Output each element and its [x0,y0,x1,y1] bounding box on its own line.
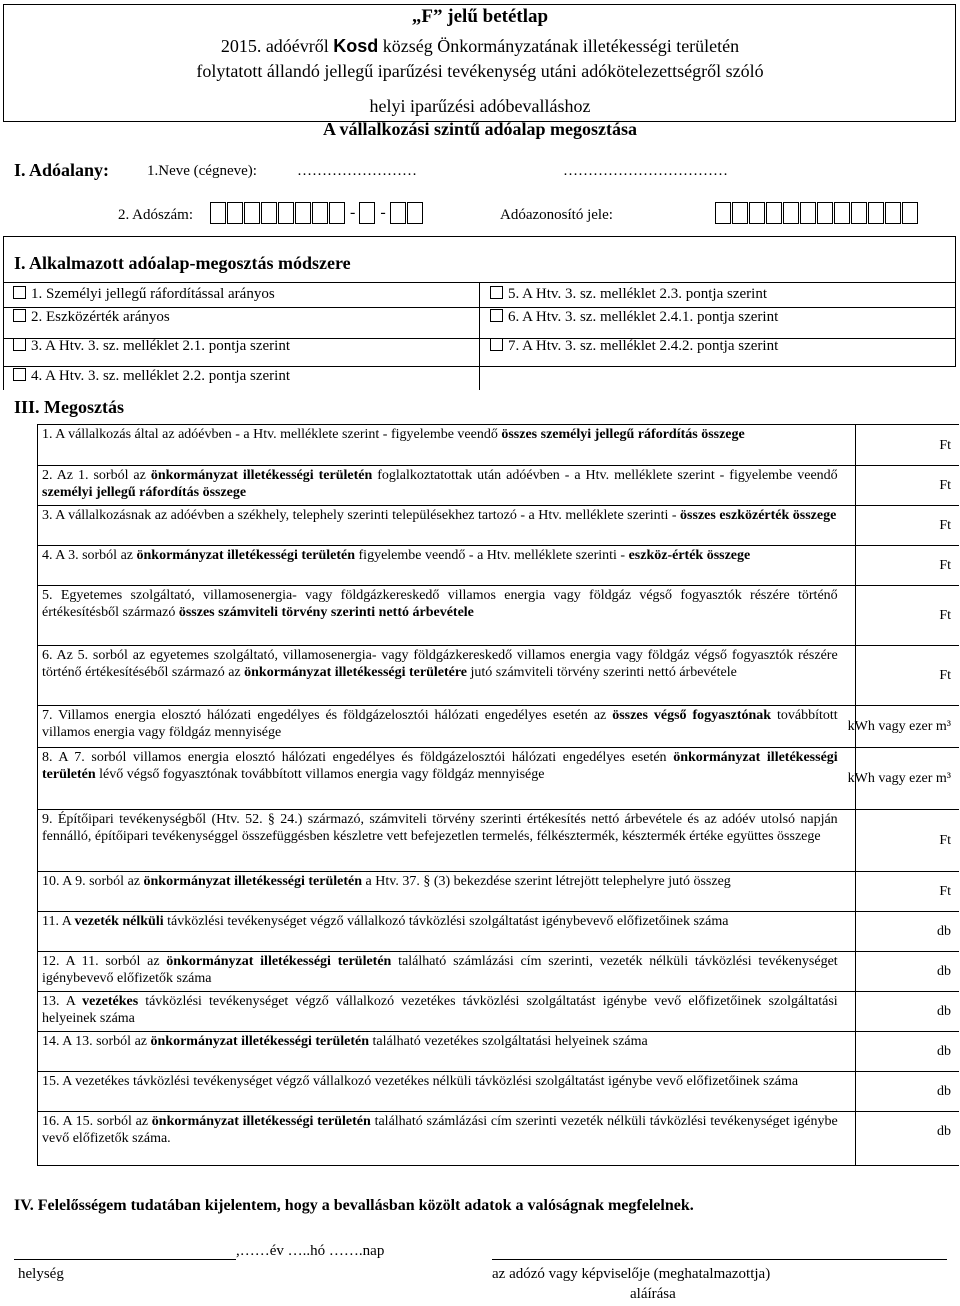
megosztas-row-unit[interactable]: Ft [939,518,951,533]
digit-box[interactable] [868,202,884,224]
header-place: Kosd [333,36,379,56]
megosztas-row-text: 11. A vezeték nélküli távközlési tevékenységet végző vállalkozó távközlési szolgáltatást igénybevevő előfizetőinek száma [42,913,729,929]
megosztas-row [38,1031,959,1071]
megosztas-row-unit[interactable]: Ft [939,608,951,623]
megosztas-row-unit[interactable]: db [937,964,951,979]
checkbox[interactable] [490,338,503,351]
megosztas-row-unit[interactable]: kWh vagy ezer m³ [847,719,951,734]
megosztas-row [38,911,959,951]
taxid-boxes[interactable] [715,202,919,224]
megosztas-row-text: 14. A 13. sorból az önkormányzat illetékességi területén található vezetékes szolgáltatási helyeinek száma [42,1033,648,1049]
method-option-1[interactable]: 1. Személyi jellegű ráfordítással arányos [13,286,275,303]
megosztas-row-text: 13. A vezetékes távközlési tevékenységet végző vállalkozó vezetékes távközlési szolgáltatást igénybe vevő előfizetőinek szolgáltatási helyeinek száma [42,993,838,1026]
method-option-5[interactable]: 5. A Htv. 3. sz. melléklet 2.3. pontja szerint [490,286,767,303]
megosztas-row-text: 4. A 3. sorból az önkormányzat illetékességi területén figyelembe veendő - a Htv. melléklete szerinti - eszköz-érték összege [42,547,751,563]
sign-label: aláírása [630,1286,676,1302]
checkbox[interactable] [13,286,26,299]
megosztas-row [38,809,959,871]
megosztas-row-text: 3. A vállalkozásnak az adóévben a székhely, telephely szerinti településekhez tartozó - a Htv. melléklete szerinti - összes eszközérték összege [42,507,837,523]
megosztas-table [37,424,959,1166]
signer-label: az adózó vagy képviselője (meghatalmazottja) [492,1266,771,1282]
digit-box[interactable] [278,202,294,224]
header-line2: folytatott állandó jellegű iparűzési tevékenység utáni adókötelezettségről szóló [196,61,764,81]
megosztas-row-text: 15. A vezetékes távközlési tevékenységet végző vállalkozó vezetékes nélküli távközlési szolgáltatást igénybe vevő előfizetőinek száma [42,1073,799,1089]
place-line[interactable] [14,1259,236,1260]
megosztas-row [38,645,959,705]
digit-box[interactable] [227,202,243,224]
megosztas-row-unit[interactable]: Ft [939,668,951,683]
date-line[interactable]: ,……év …..hó …….nap [236,1243,385,1259]
signature-line[interactable] [492,1259,947,1260]
method-option-2[interactable]: 2. Eszközérték arányos [13,309,170,326]
checkbox[interactable] [490,286,503,299]
megosztas-row [38,951,959,991]
digit-box[interactable] [885,202,901,224]
checkbox[interactable] [13,309,26,322]
megosztas-row-text: 5. Egyetemes szolgáltató, villamosenergia- vagy földgázkereskedő villamos energia vagy földgáz végső fogyasztók részére történő értékesítésből származó összes számviteli törvény szerinti nettó árbevétele [42,587,838,620]
megosztas-row [38,747,959,809]
megosztas-row-unit[interactable]: Ft [939,884,951,899]
digit-box[interactable] [902,202,918,224]
method-option-6[interactable]: 6. A Htv. 3. sz. melléklet 2.4.1. pontja szerint [490,309,778,326]
megosztas-row [38,465,959,505]
megosztas-row-text: 7. Villamos energia elosztó hálózati engedélyes és földgázelosztói hálózati engedélyes esetén az összes végső fogyasztónak továbbított villamos energia vagy földgáz mennyisége [42,707,838,740]
taxid-label: Adóazonosító jele: [500,207,613,223]
digit-box[interactable] [359,202,375,224]
place-label: helység [18,1266,64,1282]
digit-box[interactable] [407,202,423,224]
megosztas-row-unit[interactable]: kWh vagy ezer m³ [847,771,951,786]
digit-box[interactable] [715,202,731,224]
page-title: „F” jelű betétlap [411,6,549,27]
header-line1 [0,36,960,57]
digit-box[interactable] [800,202,816,224]
megosztas-row-unit[interactable]: Ft [939,437,951,453]
dash: - [380,203,386,221]
name-dots-2[interactable]: …………………………… [563,163,728,179]
digit-box[interactable] [834,202,850,224]
megosztas-row [38,505,959,545]
name-label: 1.Neve (cégneve): [147,163,257,179]
megosztas-row-text: 12. A 11. sorból az önkormányzat illetékességi területén található számlázási cím szerinti, vezeték nélküli távközlési tevékenységet igénybevevő előfizetők száma [42,953,838,986]
digit-box[interactable] [312,202,328,224]
taxnum-boxes[interactable] [210,202,424,224]
megosztas-row [38,705,959,747]
megosztas-row [38,425,959,465]
megosztas-row-unit[interactable]: db [937,1044,951,1059]
megosztas-row [38,991,959,1031]
megosztas-row-text: 16. A 15. sorból az önkormányzat illetékességi területén található számlázási cím szerinti vezeték nélküli távközlési tevékenységet igénybe vevő előfizetők száma. [42,1113,838,1146]
megosztas-row-text: 2. Az 1. sorból az önkormányzat illetékességi területén foglalkoztatottak után adóévben - a Htv. melléklete szerint - figyelembe veendő személyi jellegű ráfordítás összege [42,467,838,500]
megosztas-row-unit[interactable]: db [937,1004,951,1019]
header-line4: A vállalkozási szintű adóalap megosztása [322,119,638,139]
digit-box[interactable] [851,202,867,224]
digit-box[interactable] [261,202,277,224]
megosztas-row-text: 1. A vállalkozás által az adóévben - a Htv. melléklete szerint - figyelembe veendő összes személyi jellegű ráfordítás összege [42,427,745,442]
megosztas-row [38,1111,959,1151]
megosztas-row-unit[interactable]: db [937,1084,951,1099]
method-option-3[interactable]: 3. A Htv. 3. sz. melléklet 2.1. pontja szerint [13,338,290,355]
section2-heading: I. Alkalmazott adóalap-megosztás módszere [14,253,351,273]
digit-box[interactable] [732,202,748,224]
statement: IV. Felelősségem tudatában kijelentem, hogy a bevallásban közölt adatok a valóságnak megfelelnek. [14,1197,694,1214]
megosztas-row-unit[interactable]: Ft [939,833,951,848]
megosztas-row [38,871,959,911]
dash: - [350,203,356,221]
taxnum-label: 2. Adószám: [118,207,193,223]
digit-box[interactable] [329,202,345,224]
checkbox[interactable] [490,309,503,322]
megosztas-row-unit[interactable]: db [937,1124,951,1140]
megosztas-row [38,1071,959,1111]
megosztas-row [38,585,959,645]
header-line3: helyi iparűzési adóbevalláshoz [369,96,591,116]
checkbox[interactable] [13,368,26,381]
megosztas-row-text: 9. Építőipari tevékenységből (Htv. 52. § 24.) származó, számviteli törvény szerinti értékesítés nettó árbevétele és az adóév utolsó napján fennálló, építőipari tevékenységgel összefüggésben készletre vett befejezetlen termelés, félkésztermék, késztermék értéke együttes összege [42,811,838,844]
digit-box[interactable] [749,202,765,224]
megosztas-row-text: 8. A 7. sorból villamos energia elosztó hálózati engedélyes és földgázelosztói hálózati engedélyes esetén önkormányzat illetékességi területén lévő végső fogyasztónak továbbított villamos energia vagy földgáz mennyisége [42,749,838,782]
section1-heading: I. Adóalany: [14,160,110,180]
megosztas-row-unit[interactable]: Ft [939,478,951,493]
megosztas-row-text: 6. Az 5. sorból az egyetemes szolgáltató, villamosenergia- vagy földgázkereskedő villamos energia vagy földgáz végső fogyasztók részére történő értékesítéséből származó az önkormányzat illetékességi területére jutó számviteli törvény szerinti nettó árbevétele [42,647,838,680]
digit-box[interactable] [766,202,782,224]
megosztas-row-text: 10. A 9. sorból az önkormányzat illetékességi területén a Htv. 37. § (3) bekezdése szerint létrejött telephelyre jutó összeg [42,873,731,889]
digit-box[interactable] [817,202,833,224]
name-dots-1[interactable]: …………………… [297,163,417,179]
digit-box[interactable] [783,202,799,224]
header-line1-post: község Önkormányzatának illetékességi területén [378,36,740,56]
megosztas-row [38,545,959,585]
digit-box[interactable] [244,202,260,224]
checkbox[interactable] [13,338,26,351]
digit-box[interactable] [390,202,406,224]
method-grid [3,282,956,390]
method-option-4[interactable]: 4. A Htv. 3. sz. melléklet 2.2. pontja szerint [13,368,290,385]
method-option-7[interactable]: 7. A Htv. 3. sz. melléklet 2.4.2. pontja szerint [490,338,778,355]
section3-heading: III. Megosztás [14,397,124,417]
digit-box[interactable] [295,202,311,224]
megosztas-row-unit[interactable]: Ft [939,558,951,573]
megosztas-row-unit[interactable]: db [937,924,951,939]
digit-box[interactable] [210,202,226,224]
header-line1-pre: 2015. adóévről [220,36,334,56]
